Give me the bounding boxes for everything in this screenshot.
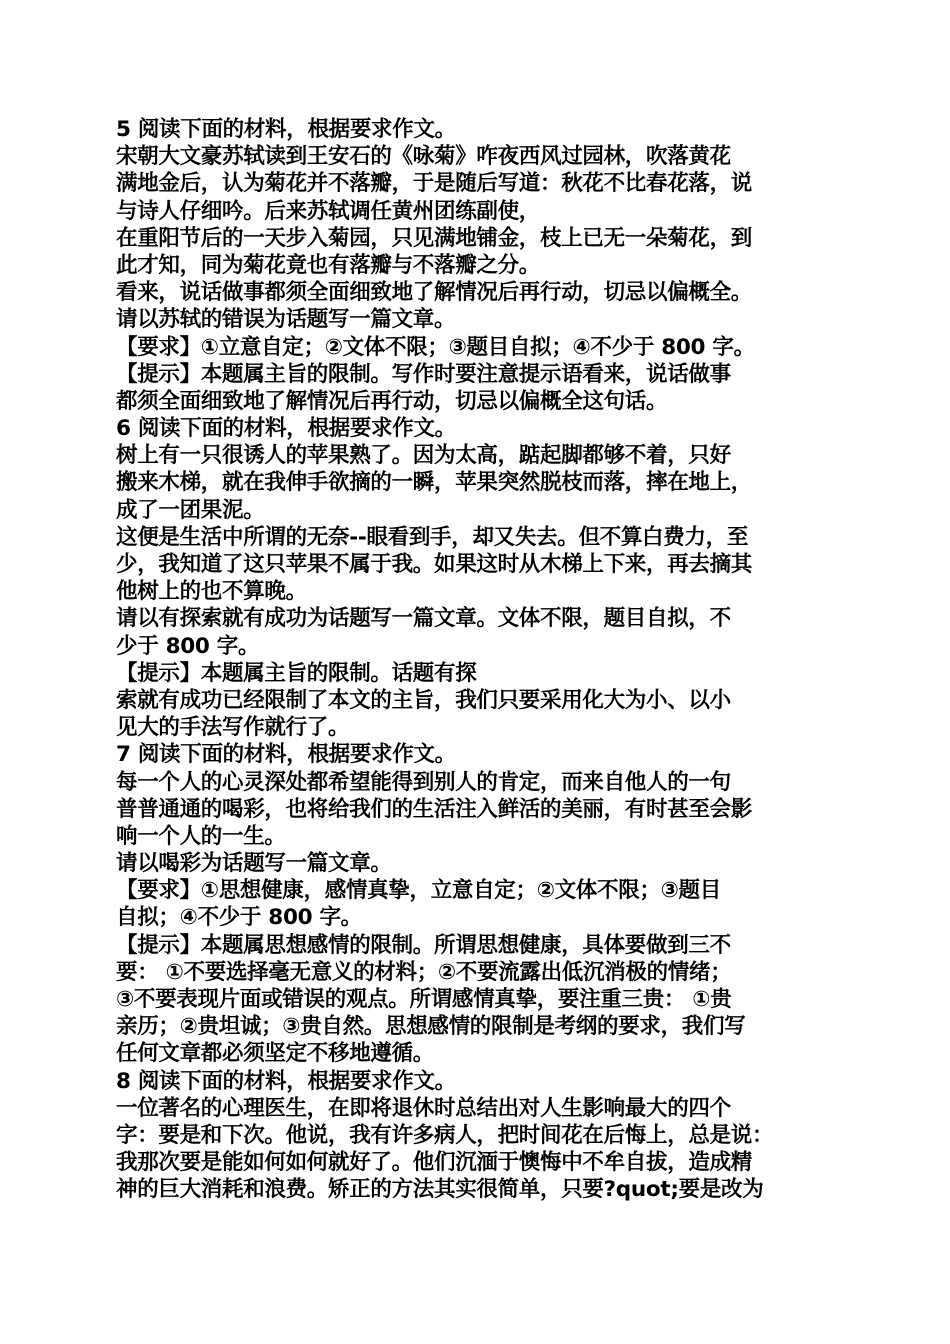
text-line: 要： ①不要选择毫无意义的材料；②不要流露出低沉消极的情绪； [116,959,732,985]
text-line: 任何文章都必须坚定不移地遵循。 [116,1041,435,1067]
text-line: 与诗人仔细吟。后来苏轼调任黄州团练副使， [116,198,541,224]
text-line: 树上有一只很诱人的苹果熟了。因为太高，踮起脚都够不着，只好 [116,443,731,469]
text-line: 见大的手法写作就行了。 [116,715,350,741]
text-line: 搬来木梯，就在我伸手欲摘的一瞬，苹果突然脱枝而落，摔在地上， [116,470,753,496]
text-line: 【要求】①立意自定；②文体不限；③题目自拟；④不少于 800 字。 [116,334,755,360]
text-line: 字：要是和下次。他说，我有许多病人，把时间花在后悔上，总是说： [116,1122,774,1148]
text-line: 成了一团果泥。 [116,497,265,523]
text-line: 请以苏轼的错误为话题写一篇文章。 [116,307,456,333]
text-line: 5 阅读下面的材料，根据要求作文。 [116,117,456,142]
text-line: 满地金后，认为菊花并不落瓣，于是随后写道：秋花不比春花落，说 [116,171,753,197]
text-line: 每一个人的心灵深处都希望能得到别人的肯定，而来自他人的一句 [116,769,731,795]
text-line: 看来，说话做事都须全面细致地了解情况后再行动，切忌以偏概全。 [116,280,753,306]
text-line: 自拟；④不少于 800 字。 [116,905,362,931]
text-line: 都须全面细致地了解情况后再行动，切忌以偏概全这句话。 [116,388,668,414]
text-line: 我那次要是能如何如何就好了。他们沉湎于懊悔中不牟自拔，造成精 [116,1150,753,1176]
text-line: 此才知，同为菊花竟也有落瓣与不落瓣之分。 [116,252,541,278]
text-line: 他树上的也不算晚。 [116,579,307,605]
text-line: 宋朝大文豪苏轼读到王安石的《咏菊》咋夜西风过园林，吹落黄花 [116,144,731,170]
text-line: 亲历；②贵坦诚；③贵自然。思想感情的限制是考纲的要求，我们写 [116,1014,746,1040]
text-line: 普普通通的喝彩，也将给我们的生活注入鲜活的美丽，有时甚至会影 [116,796,753,822]
document-body [116,116,838,1204]
text-line: 6 阅读下面的材料，根据要求作文。 [116,416,456,442]
text-line: 这便是生活中所谓的无奈--眼看到手，却又失去。但不算白费力，至 [116,524,749,550]
text-line: 神的巨大消耗和浪费。矫正的方法其实很简单，只要?quot;要是改为 [116,1177,764,1203]
text-line: 【要求】①思想健康，感情真挚，立意自定；②文体不限；③题目 [116,878,721,904]
text-line: 【提示】本题属思想感情的限制。所谓思想健康，具体要做到三不 [116,932,731,958]
text-line: 少，我知道了这只苹果不属于我。如果这时从木梯上下来，再去摘其 [116,552,753,577]
text-line: 7 阅读下面的材料，根据要求作文。 [116,742,456,768]
text-line: 请以有探索就有成功为话题写一篇文章。文体不限，题目自拟，不 [116,606,731,632]
text-line: 【提示】本题属主旨的限制。写作时要注意提示语看来，说话做事 [116,361,731,387]
text-line: 【提示】本题属主旨的限制。话题有探 [116,660,477,686]
text-line: ③不要表现片面或错误的观点。所谓感情真挚，要注重三贵： ①贵 [116,987,732,1012]
text-line: 8 阅读下面的材料，根据要求作文。 [116,1068,456,1094]
text-line: 一位著名的心理医生，在即将退休时总结出对人生影响最大的四个 [116,1095,731,1121]
text-line: 响一个人的一生。 [116,823,286,849]
text-line: 在重阳节后的一天步入菊园，只见满地铺金，枝上已无一朵菊花，到 [116,225,753,251]
text-line: 索就有成功已经限制了本文的主旨，我们只要采用化大为小、以小 [116,687,731,713]
text-line: 请以喝彩为话题写一篇文章。 [116,851,392,877]
text-line: 少于 800 字。 [116,633,260,659]
